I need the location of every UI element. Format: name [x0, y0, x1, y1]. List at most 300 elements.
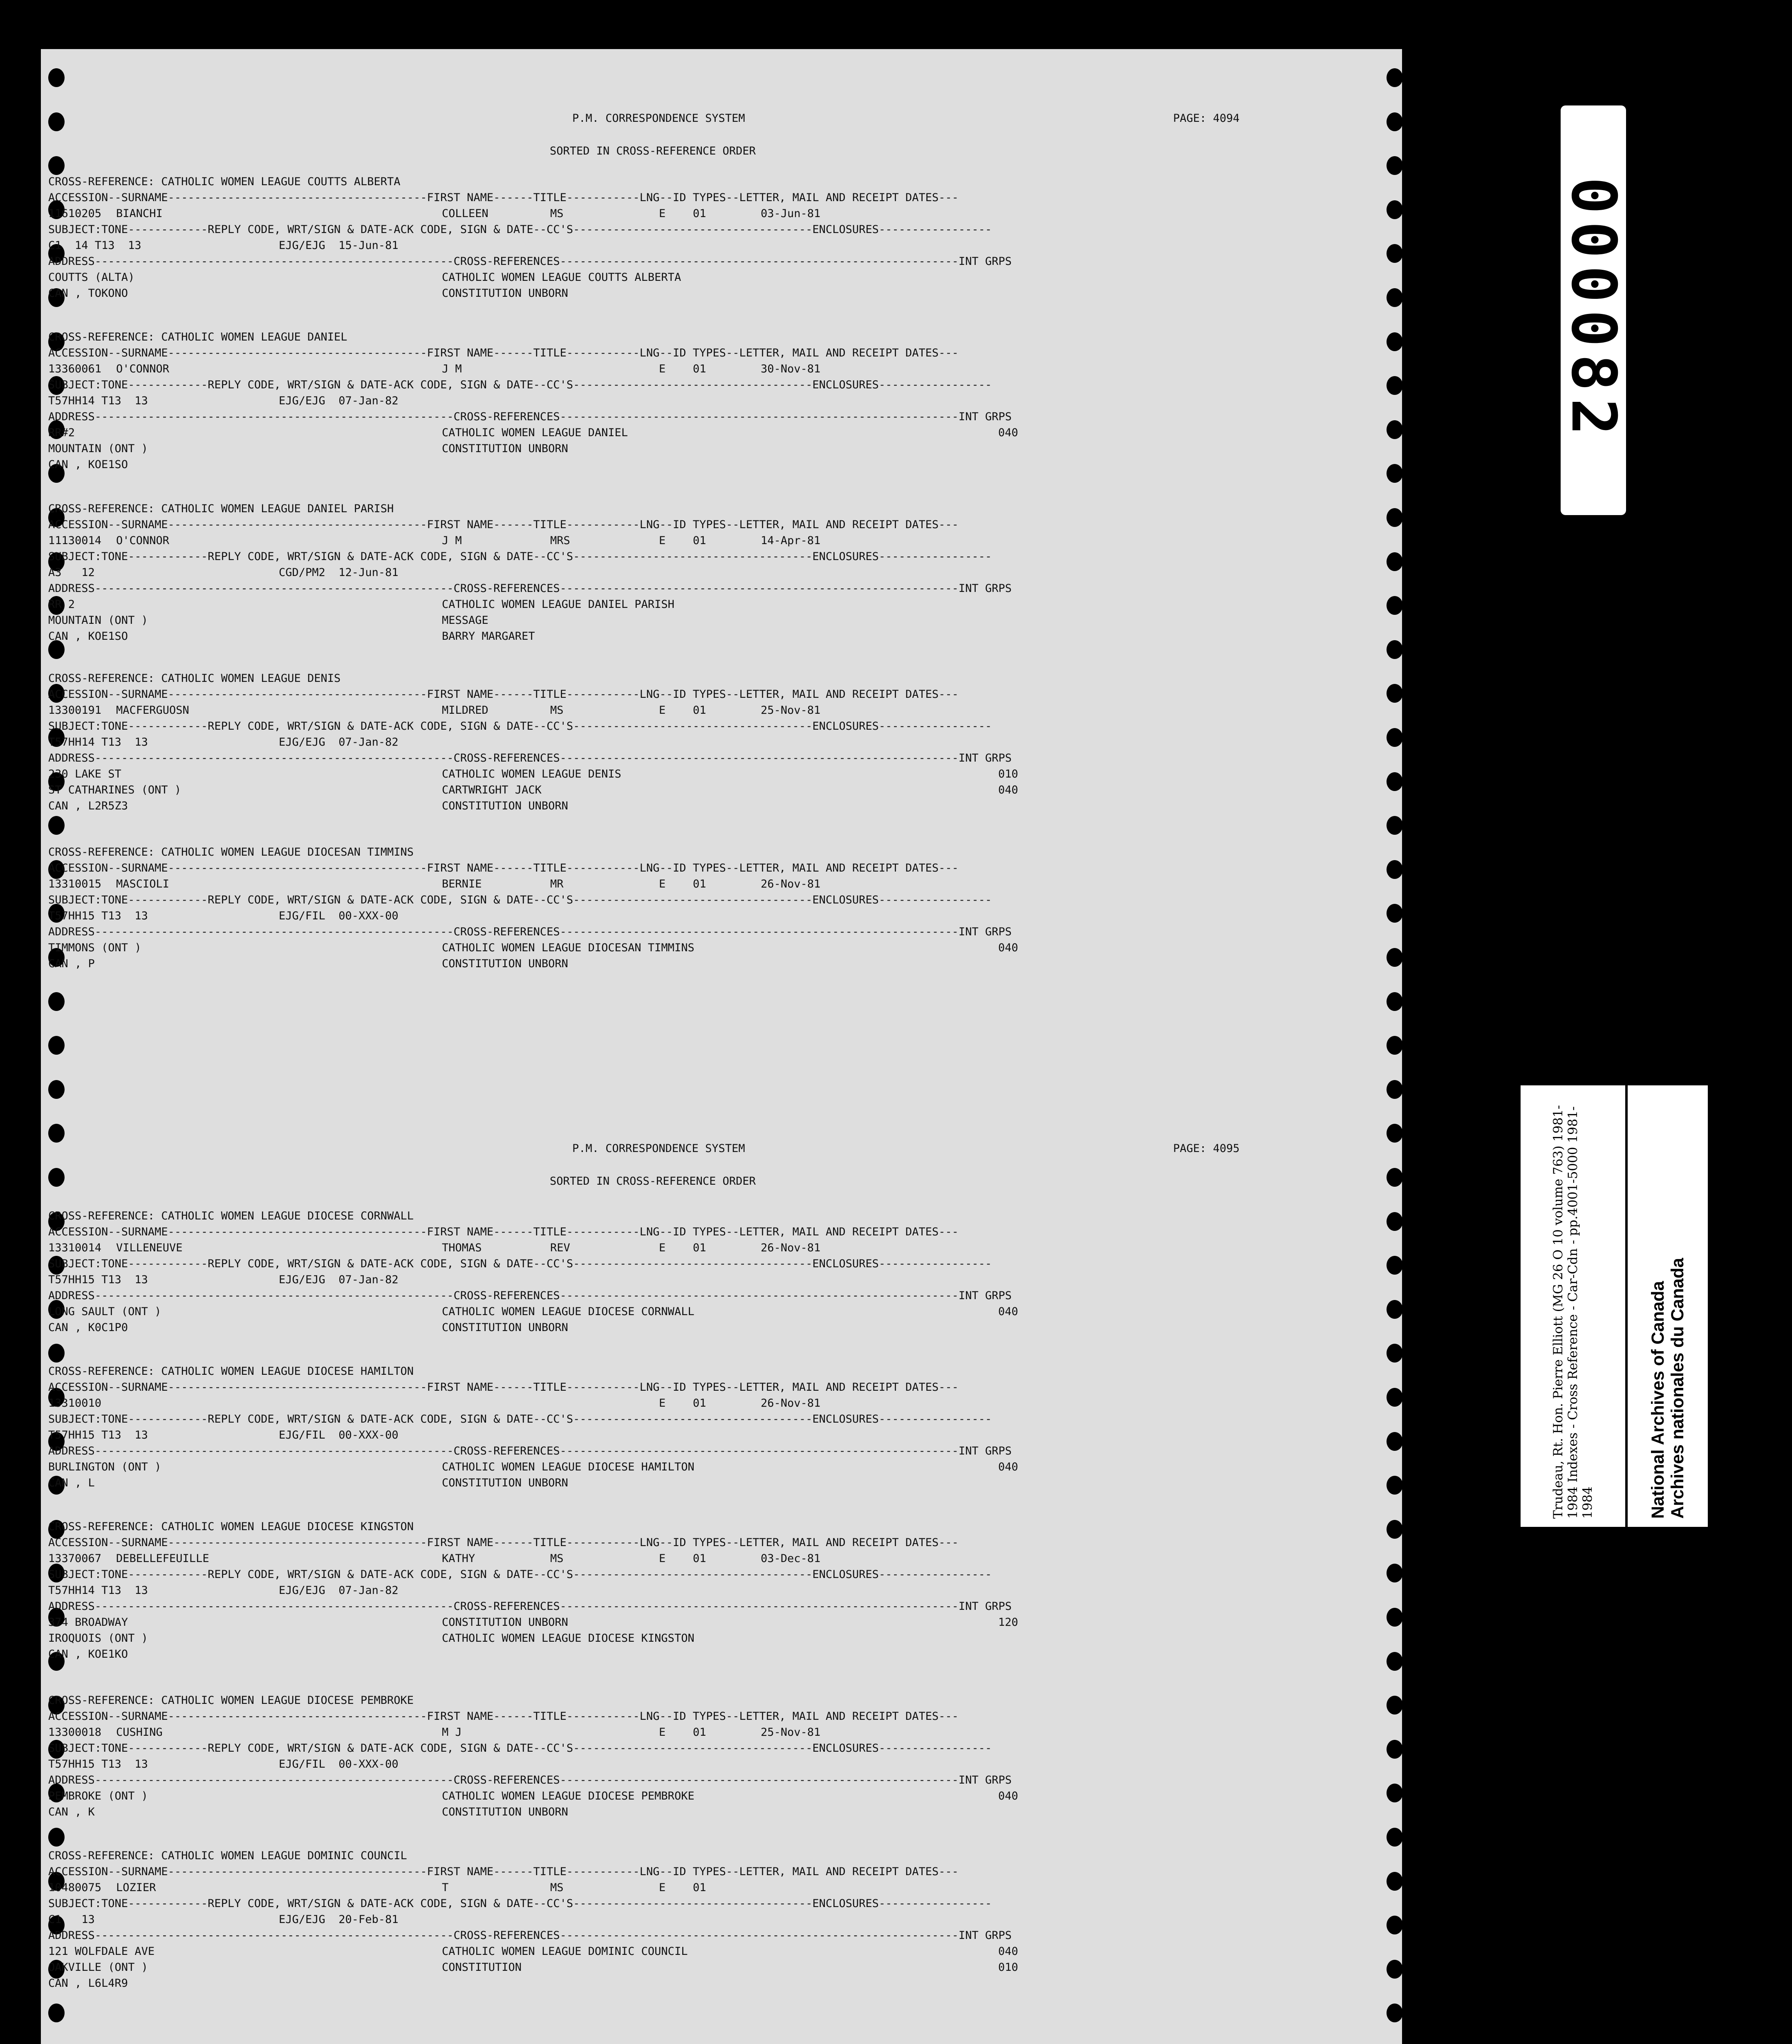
address-line: CAN , TOKONO: [48, 287, 128, 300]
feed-hole: [1387, 508, 1403, 527]
subject-value-row: [48, 1272, 1328, 1288]
address-value-row: [48, 1804, 1328, 1820]
subject-column-labels: SUBJECT:TONE------------REPLY CODE, WRT/SIGN & DATE-ACK CODE, SIGN & DATE--CC'S------------------------------------ENCLOSURES-----------------: [48, 550, 992, 563]
interest-group: 040: [998, 1945, 1018, 1958]
subject-column-labels: SUBJECT:TONE------------REPLY CODE, WRT/SIGN & DATE-ACK CODE, SIGN & DATE--CC'S------------------------------------ENCLOSURES-----------------: [48, 1568, 992, 1581]
address-value-row: [48, 798, 1328, 814]
archive-institution-text: [1648, 1094, 1687, 1519]
address-value-row: [48, 1943, 1328, 1959]
interest-group: 010: [998, 768, 1018, 780]
address-column-labels: ADDRESS------------------------------------------------------CROSS-REFERENCES------------------------------------------------------------INT GRPS: [48, 1929, 1012, 1942]
feed-hole: [1387, 1432, 1403, 1451]
reply-code: EJG/FIL 00-XXX-00: [279, 1758, 399, 1771]
cross-reference: CONSTITUTION UNBORN: [442, 442, 568, 455]
subject-tone: T57HH14 T13 13: [48, 1584, 148, 1597]
feed-hole: [48, 68, 65, 87]
subject-label-row: [48, 377, 1328, 393]
record-header-text: CROSS-REFERENCE: CATHOLIC WOMEN LEAGUE COUTTS ALBERTA: [48, 175, 401, 188]
subject-label-row: [48, 1896, 1328, 1912]
subject-column-labels: SUBJECT:TONE------------REPLY CODE, WRT/SIGN & DATE-ACK CODE, SIGN & DATE--CC'S------------------------------------ENCLOSURES-----------------: [48, 1413, 992, 1425]
letter-date: 03-Dec-81: [761, 1552, 821, 1565]
accession-value-row: [48, 1880, 1328, 1896]
feed-hole: [1387, 1696, 1403, 1715]
subject-value-row: [48, 565, 1328, 580]
interest-group: 010: [998, 1961, 1018, 1974]
accession-value-row: [48, 1395, 1328, 1411]
subject-value-row: [48, 238, 1328, 253]
language: E: [659, 1242, 666, 1254]
cross-reference: CATHOLIC WOMEN LEAGUE DIOCESE HAMILTON: [442, 1461, 694, 1473]
id-type: 01: [693, 534, 706, 547]
first-name: THOMAS: [442, 1242, 482, 1254]
sort-order-line: SORTED IN CROSS-REFERENCE ORDER: [550, 1175, 756, 1188]
accession-label-row: [48, 517, 1328, 533]
address-column-labels: ADDRESS------------------------------------------------------CROSS-REFERENCES------------------------------------------------------------INT GRPS: [48, 926, 1012, 938]
surname: MACFERGUOSN: [116, 704, 189, 717]
cross-reference: CATHOLIC WOMEN LEAGUE DIOCESE PEMBROKE: [442, 1790, 694, 1802]
feed-hole: [1387, 376, 1403, 395]
address-value-row: [48, 425, 1328, 441]
address-value-row: [48, 1459, 1328, 1475]
address-line: 230 LAKE ST: [48, 768, 121, 780]
feed-hole: [1387, 596, 1403, 615]
cross-reference: CARTWRIGHT JACK: [442, 784, 542, 796]
cross-reference-record: [48, 1363, 1328, 1491]
accession-number: 13310014: [48, 1242, 102, 1254]
stamp-number: 000082: [1558, 177, 1629, 443]
reply-code: CGD/PM2 12-Jun-81: [279, 566, 399, 579]
cross-reference-record: [48, 1208, 1328, 1336]
address-line: CAN , KOE1SO: [48, 458, 128, 471]
accession-column-labels: ACCESSION--SURNAME---------------------------------------FIRST NAME------TITLE-----------LNG--ID TYPES--LETTER, MAIL AND RECEIPT DATES---: [48, 518, 959, 531]
first-name: BERNIE: [442, 878, 482, 890]
feed-hole: [1387, 816, 1403, 835]
feed-hole: [1387, 948, 1403, 967]
address-line: CAN , KOE1SO: [48, 630, 128, 643]
title: MRS: [550, 534, 570, 547]
feed-hole: [1387, 1872, 1403, 1891]
feed-hole: [1387, 904, 1403, 923]
subject-column-labels: SUBJECT:TONE------------REPLY CODE, WRT/SIGN & DATE-ACK CODE, SIGN & DATE--CC'S------------------------------------ENCLOSURES-----------------: [48, 1257, 992, 1270]
report-title: P.M. CORRESPONDENCE SYSTEM: [572, 1142, 745, 1155]
address-line: RR#2: [48, 426, 75, 439]
feed-hole: [48, 1168, 65, 1187]
archive-number-stamp: [1558, 105, 1629, 515]
reply-code: EJG/EJG 20-Feb-81: [279, 1913, 399, 1926]
feed-hole: [1387, 244, 1403, 263]
feed-hole: [48, 1036, 65, 1055]
address-line: CAN , KOE1KO: [48, 1648, 128, 1661]
record-header-text: CROSS-REFERENCE: CATHOLIC WOMEN LEAGUE DANIEL: [48, 331, 347, 343]
subject-label-row: [48, 718, 1328, 734]
subject-tone: T57HH15 T13 13: [48, 910, 148, 922]
feed-hole: [48, 1828, 65, 1847]
language: E: [659, 878, 666, 890]
feed-hole: [1387, 1828, 1403, 1847]
accession-value-row: [48, 876, 1328, 892]
address-line: CAN , K: [48, 1806, 95, 1818]
subject-tone: T57HH15 T13 13: [48, 1429, 148, 1441]
subject-label-row: [48, 1256, 1328, 1272]
record-header: [48, 1848, 1328, 1864]
first-name: COLLEEN: [442, 207, 488, 220]
id-type: 01: [693, 1552, 706, 1565]
subject-column-labels: SUBJECT:TONE------------REPLY CODE, WRT/SIGN & DATE-ACK CODE, SIGN & DATE--CC'S------------------------------------ENCLOSURES-----------------: [48, 894, 992, 906]
accession-number: 10480075: [48, 1881, 102, 1894]
record-header: [48, 844, 1328, 860]
subject-value-row: [48, 1912, 1328, 1927]
first-name: MILDRED: [442, 704, 488, 717]
title: REV: [550, 1242, 570, 1254]
feed-hole: [1387, 1916, 1403, 1934]
title: MS: [550, 207, 564, 220]
accession-column-labels: ACCESSION--SURNAME---------------------------------------FIRST NAME------TITLE-----------LNG--ID TYPES--LETTER, MAIL AND RECEIPT DATES---: [48, 1226, 959, 1238]
reply-code: EJG/EJG 07-Jan-82: [279, 736, 399, 749]
address-value-row: [48, 1788, 1328, 1804]
cross-reference: CATHOLIC WOMEN LEAGUE DIOCESE KINGSTON: [442, 1632, 694, 1645]
feed-hole: [1387, 1740, 1403, 1759]
address-value-row: [48, 269, 1328, 285]
address-value-row: [48, 1475, 1328, 1491]
accession-value-row: [48, 1240, 1328, 1256]
address-value-row: [48, 285, 1328, 301]
feed-hole: [1387, 860, 1403, 879]
feed-hole: [1387, 1564, 1403, 1582]
address-value-row: [48, 457, 1328, 473]
institution-name-fr: Archives nationales du Canada: [1668, 1257, 1687, 1519]
feed-hole: [1387, 156, 1403, 175]
reply-code: EJG/FIL 00-XXX-00: [279, 910, 399, 922]
interest-group: 040: [998, 941, 1018, 954]
accession-number: 13300191: [48, 704, 102, 717]
surname: MASCIOLI: [116, 878, 170, 890]
feed-hole: [1387, 1784, 1403, 1802]
accession-label-row: [48, 345, 1328, 361]
address-line: CAN , L6L4R9: [48, 1977, 128, 1990]
address-line: COUTTS (ALTA): [48, 271, 135, 284]
cross-reference: CONSTITUTION UNBORN: [442, 1477, 568, 1489]
address-line: 374 BROADWAY: [48, 1616, 128, 1629]
address-label-row: [48, 1443, 1328, 1459]
id-type: 01: [693, 1397, 706, 1410]
accession-value-row: [48, 361, 1328, 377]
language: E: [659, 1552, 666, 1565]
address-line: CAN , L: [48, 1477, 95, 1489]
feed-hole: [1387, 1300, 1403, 1319]
page-number: PAGE: 4094: [1173, 112, 1240, 125]
subject-column-labels: SUBJECT:TONE------------REPLY CODE, WRT/SIGN & DATE-ACK CODE, SIGN & DATE--CC'S------------------------------------ENCLOSURES-----------------: [48, 379, 992, 391]
id-type: 01: [693, 1726, 706, 1739]
subject-value-row: [48, 393, 1328, 409]
id-type: 01: [693, 207, 706, 220]
accession-column-labels: ACCESSION--SURNAME---------------------------------------FIRST NAME------TITLE-----------LNG--ID TYPES--LETTER, MAIL AND RECEIPT DATES---: [48, 1865, 959, 1878]
letter-date: 03-Jun-81: [761, 207, 821, 220]
cross-reference: CONSTITUTION UNBORN: [442, 800, 568, 812]
address-line: TIMMONS (ONT ): [48, 941, 141, 954]
record-header: [48, 1519, 1328, 1535]
cross-reference: CATHOLIC WOMEN LEAGUE COUTTS ALBERTA: [442, 271, 681, 284]
feed-hole: [1387, 1344, 1403, 1363]
language: E: [659, 704, 666, 717]
id-type: 01: [693, 1242, 706, 1254]
accession-label-row: [48, 1379, 1328, 1395]
surname: LOZIER: [116, 1881, 156, 1894]
address-line: ST CATHARINES (ONT ): [48, 784, 181, 796]
cross-reference: CATHOLIC WOMEN LEAGUE DOMINIC COUNCIL: [442, 1945, 688, 1958]
cross-reference: CATHOLIC WOMEN LEAGUE DIOCESAN TIMMINS: [442, 941, 694, 954]
address-line: RR 2: [48, 598, 75, 611]
interest-group: 040: [998, 1790, 1018, 1802]
subject-label-row: [48, 222, 1328, 238]
subject-value-row: [48, 1427, 1328, 1443]
first-name: J M: [442, 534, 462, 547]
subject-tone: C1 13: [48, 1913, 95, 1926]
address-value-row: [48, 1975, 1328, 1991]
reply-code: EJG/EJG 07-Jan-82: [279, 1584, 399, 1597]
record-header: [48, 1208, 1328, 1224]
record-header: [48, 1363, 1328, 1379]
letter-date: 26-Nov-81: [761, 1242, 821, 1254]
accession-label-row: [48, 1864, 1328, 1880]
accession-column-labels: ACCESSION--SURNAME---------------------------------------FIRST NAME------TITLE-----------LNG--ID TYPES--LETTER, MAIL AND RECEIPT DATES---: [48, 688, 959, 701]
address-value-row: [48, 956, 1328, 972]
feed-hole: [1387, 1388, 1403, 1407]
record-header-text: CROSS-REFERENCE: CATHOLIC WOMEN LEAGUE DOMINIC COUNCIL: [48, 1849, 407, 1862]
record-header: [48, 174, 1328, 190]
cross-reference-record: [48, 174, 1328, 301]
surname: O'CONNOR: [116, 534, 170, 547]
institution-name-en: National Archives of Canada: [1648, 1281, 1668, 1519]
feed-hole: [48, 1080, 65, 1099]
feed-hole: [1387, 112, 1403, 131]
first-name: T: [442, 1881, 449, 1894]
feed-hole: [1387, 772, 1403, 791]
feed-hole: [1387, 1256, 1403, 1275]
feed-hole: [48, 2004, 65, 2022]
archive-reference-label: [1521, 1085, 1625, 1527]
letter-date: 25-Nov-81: [761, 704, 821, 717]
reply-code: EJG/FIL 00-XXX-00: [279, 1429, 399, 1441]
feed-hole: [1387, 1476, 1403, 1495]
accession-column-labels: ACCESSION--SURNAME---------------------------------------FIRST NAME------TITLE-----------LNG--ID TYPES--LETTER, MAIL AND RECEIPT DATES---: [48, 1381, 959, 1394]
feed-hole: [1387, 288, 1403, 307]
cross-reference: CONSTITUTION: [442, 1961, 522, 1974]
interest-group: 040: [998, 1461, 1018, 1473]
record-header-text: CROSS-REFERENCE: CATHOLIC WOMEN LEAGUE DIOCESE CORNWALL: [48, 1210, 414, 1222]
feed-hole: [1387, 420, 1403, 439]
accession-column-labels: ACCESSION--SURNAME---------------------------------------FIRST NAME------TITLE-----------LNG--ID TYPES--LETTER, MAIL AND RECEIPT DATES---: [48, 862, 959, 874]
feed-hole: [1387, 1124, 1403, 1143]
accession-value-row: [48, 1551, 1328, 1567]
address-line: OAKVILLE (ONT ): [48, 1961, 148, 1974]
subject-column-labels: SUBJECT:TONE------------REPLY CODE, WRT/SIGN & DATE-ACK CODE, SIGN & DATE--CC'S------------------------------------ENCLOSURES-----------------: [48, 720, 992, 733]
accession-label-row: [48, 1535, 1328, 1551]
record-header-text: CROSS-REFERENCE: CATHOLIC WOMEN LEAGUE DENIS: [48, 672, 341, 685]
feed-hole: [48, 156, 65, 175]
cross-reference-record: [48, 1848, 1328, 1991]
cross-reference: CATHOLIC WOMEN LEAGUE DANIEL PARISH: [442, 598, 674, 611]
address-label-row: [48, 750, 1328, 766]
accession-value-row: [48, 533, 1328, 549]
cross-reference: MESSAGE: [442, 614, 488, 627]
accession-value-row: [48, 206, 1328, 222]
address-label-row: [48, 409, 1328, 425]
accession-label-row: [48, 686, 1328, 702]
cross-reference-record: [48, 670, 1328, 814]
subject-label-row: [48, 1411, 1328, 1427]
address-line: LONG SAULT (ONT ): [48, 1305, 161, 1318]
title: MS: [550, 1552, 564, 1565]
accession-value-row: [48, 1724, 1328, 1740]
address-value-row: [48, 766, 1328, 782]
record-header-text: CROSS-REFERENCE: CATHOLIC WOMEN LEAGUE DIOCESE PEMBROKE: [48, 1694, 414, 1707]
accession-column-labels: ACCESSION--SURNAME---------------------------------------FIRST NAME------TITLE-----------LNG--ID TYPES--LETTER, MAIL AND RECEIPT DATES---: [48, 347, 959, 359]
subject-tone: T57HH15 T13 13: [48, 1273, 148, 1286]
address-column-labels: ADDRESS------------------------------------------------------CROSS-REFERENCES------------------------------------------------------------INT GRPS: [48, 582, 1012, 595]
address-value-row: [48, 782, 1328, 798]
accession-number: 13310010: [48, 1397, 102, 1410]
address-label-row: [48, 253, 1328, 269]
cross-reference: CATHOLIC WOMEN LEAGUE DENIS: [442, 768, 621, 780]
feed-hole: [1387, 1036, 1403, 1055]
subject-value-row: [48, 1756, 1328, 1772]
accession-number: 13370067: [48, 1552, 102, 1565]
feed-hole: [1387, 1520, 1403, 1539]
language: E: [659, 1397, 666, 1410]
address-label-row: [48, 1598, 1328, 1614]
feed-hole: [1387, 68, 1403, 87]
cross-reference: CONSTITUTION UNBORN: [442, 1321, 568, 1334]
subject-column-labels: SUBJECT:TONE------------REPLY CODE, WRT/SIGN & DATE-ACK CODE, SIGN & DATE--CC'S------------------------------------ENCLOSURES-----------------: [48, 223, 992, 236]
surname: DEBELLEFEUILLE: [116, 1552, 209, 1565]
reply-code: EJG/EJG 07-Jan-82: [279, 1273, 399, 1286]
address-label-row: [48, 924, 1328, 940]
record-header: [48, 329, 1328, 345]
address-line: 121 WOLFDALE AVE: [48, 1945, 155, 1958]
id-type: 01: [693, 363, 706, 375]
id-type: 01: [693, 704, 706, 717]
cross-reference: CATHOLIC WOMEN LEAGUE DANIEL: [442, 426, 628, 439]
address-value-row: [48, 1630, 1328, 1646]
feed-hole: [1387, 1652, 1403, 1671]
feed-hole: [1387, 1080, 1403, 1099]
cross-reference: BARRY MARGARET: [442, 630, 535, 643]
subject-label-row: [48, 1567, 1328, 1582]
feed-hole: [1387, 464, 1403, 483]
title: MR: [550, 878, 564, 890]
subject-tone: C1 14 T13 13: [48, 239, 141, 252]
accession-number: 11610205: [48, 207, 102, 220]
interest-group: 120: [998, 1616, 1018, 1629]
title: MS: [550, 1881, 564, 1894]
subject-tone: A3 12: [48, 566, 95, 579]
feed-hole: [1387, 640, 1403, 659]
address-column-labels: ADDRESS------------------------------------------------------CROSS-REFERENCES------------------------------------------------------------INT GRPS: [48, 752, 1012, 764]
accession-column-labels: ACCESSION--SURNAME---------------------------------------FIRST NAME------TITLE-----------LNG--ID TYPES--LETTER, MAIL AND RECEIPT DATES---: [48, 1710, 959, 1723]
letter-date: 14-Apr-81: [761, 534, 821, 547]
feed-hole: [48, 816, 65, 835]
subject-value-row: [48, 908, 1328, 924]
report-title: P.M. CORRESPONDENCE SYSTEM: [572, 112, 745, 125]
feed-hole: [48, 112, 65, 131]
subject-tone: T57HH14 T13 13: [48, 394, 148, 407]
address-line: IROQUOIS (ONT ): [48, 1632, 148, 1645]
interest-group: 040: [998, 426, 1018, 439]
address-line: MOUNTAIN (ONT ): [48, 614, 148, 627]
address-column-labels: ADDRESS------------------------------------------------------CROSS-REFERENCES------------------------------------------------------------INT GRPS: [48, 1445, 1012, 1457]
accession-label-row: [48, 1224, 1328, 1240]
cross-reference-record: [48, 844, 1328, 972]
address-value-row: [48, 940, 1328, 956]
address-label-row: [48, 1772, 1328, 1788]
accession-label-row: [48, 1708, 1328, 1724]
address-line: MOUNTAIN (ONT ): [48, 442, 148, 455]
address-label-row: [48, 580, 1328, 596]
interest-group: 040: [998, 784, 1018, 796]
subject-label-row: [48, 549, 1328, 565]
accession-number: 11130014: [48, 534, 102, 547]
letter-date: 30-Nov-81: [761, 363, 821, 375]
archive-institution-label: [1626, 1085, 1708, 1527]
feed-hole: [1387, 1960, 1403, 1979]
record-header: [48, 1692, 1328, 1708]
cross-reference: CONSTITUTION UNBORN: [442, 1616, 568, 1629]
accession-column-labels: ACCESSION--SURNAME---------------------------------------FIRST NAME------TITLE-----------LNG--ID TYPES--LETTER, MAIL AND RECEIPT DATES---: [48, 1536, 959, 1549]
feed-hole: [1387, 552, 1403, 571]
address-column-labels: ADDRESS------------------------------------------------------CROSS-REFERENCES------------------------------------------------------------INT GRPS: [48, 1289, 1012, 1302]
letter-date: 26-Nov-81: [761, 878, 821, 890]
address-value-row: [48, 1320, 1328, 1336]
address-value-row: [48, 1959, 1328, 1975]
address-line: PEMBROKE (ONT ): [48, 1790, 148, 1802]
feed-hole: [1387, 2004, 1403, 2022]
feed-hole: [1387, 728, 1403, 747]
subject-tone: T57HH15 T13 13: [48, 1758, 148, 1771]
accession-number: 13300018: [48, 1726, 102, 1739]
address-value-row: [48, 596, 1328, 612]
surname: O'CONNOR: [116, 363, 170, 375]
address-line: CAN , L2R5Z3: [48, 800, 128, 812]
address-value-row: [48, 628, 1328, 644]
title: MS: [550, 704, 564, 717]
address-value-row: [48, 612, 1328, 628]
feed-hole: [48, 1344, 65, 1363]
archive-reference-text: Trudeau, Rt. Hon. Pierre Elliott (MG 26 O 10 volume 763) 1981-1984 Indexes - Cross Reference - Car-Cdn - pp.4001-5000 1981-1984: [1551, 1105, 1595, 1519]
address-value-row: [48, 1304, 1328, 1320]
feed-hole: [48, 992, 65, 1011]
feed-hole: [1387, 1608, 1403, 1627]
language: E: [659, 1881, 666, 1894]
subject-label-row: [48, 892, 1328, 908]
page-number: PAGE: 4095: [1173, 1142, 1240, 1155]
accession-value-row: [48, 702, 1328, 718]
feed-hole: [1387, 1168, 1403, 1187]
record-header-text: CROSS-REFERENCE: CATHOLIC WOMEN LEAGUE DIOCESAN TIMMINS: [48, 846, 414, 858]
record-header: [48, 501, 1328, 517]
address-label-row: [48, 1927, 1328, 1943]
address-line: CAN , P: [48, 957, 95, 970]
record-header: [48, 670, 1328, 686]
surname: BIANCHI: [116, 207, 163, 220]
accession-number: 13360061: [48, 363, 102, 375]
subject-value-row: [48, 1582, 1328, 1598]
address-column-labels: ADDRESS------------------------------------------------------CROSS-REFERENCES------------------------------------------------------------INT GRPS: [48, 1774, 1012, 1786]
address-value-row: [48, 1614, 1328, 1630]
accession-column-labels: ACCESSION--SURNAME---------------------------------------FIRST NAME------TITLE-----------LNG--ID TYPES--LETTER, MAIL AND RECEIPT DATES---: [48, 191, 959, 204]
subject-value-row: [48, 734, 1328, 750]
cross-reference-record: [48, 1692, 1328, 1820]
address-column-labels: ADDRESS------------------------------------------------------CROSS-REFERENCES------------------------------------------------------------INT GRPS: [48, 255, 1012, 268]
